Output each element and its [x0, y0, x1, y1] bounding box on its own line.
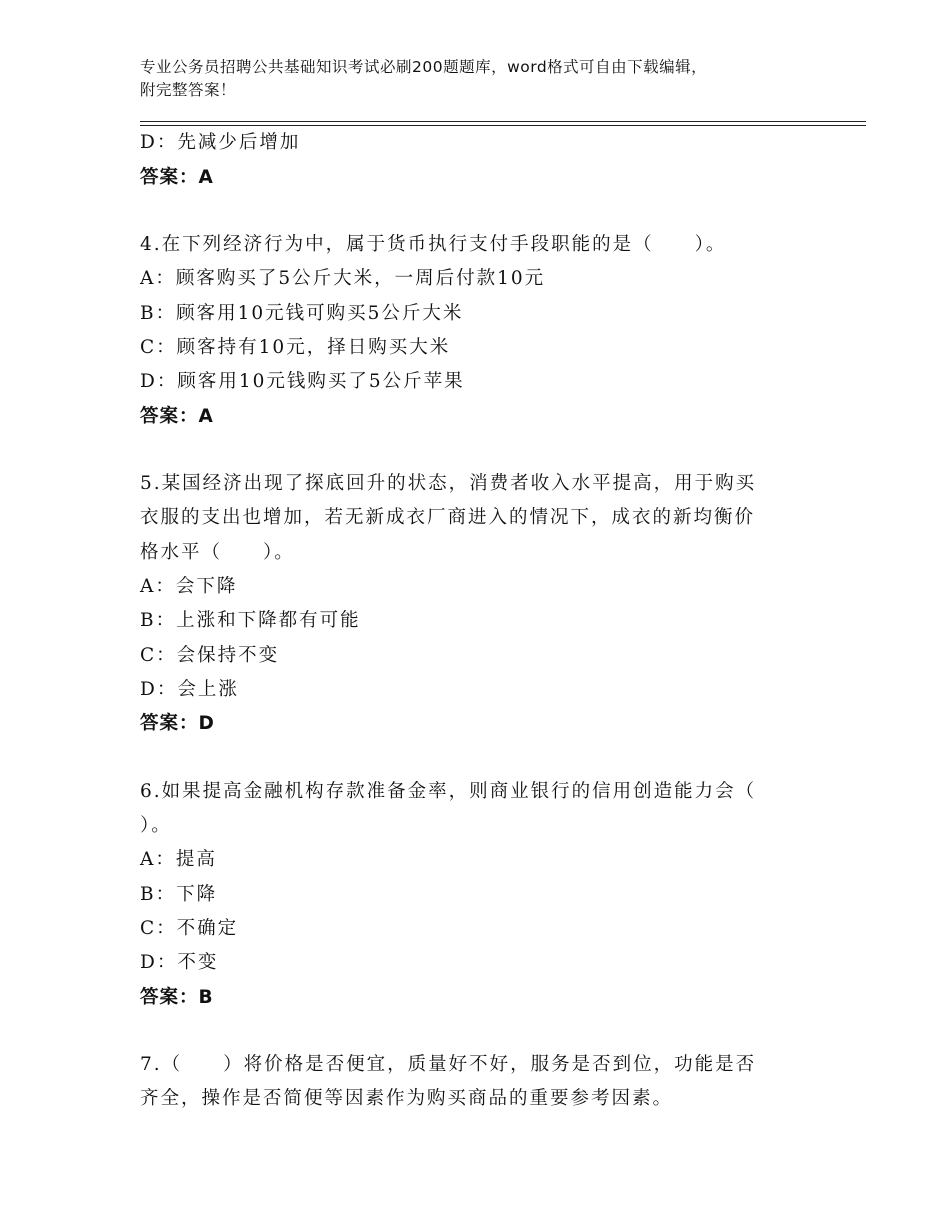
q6-option-d: D：不变 — [140, 952, 219, 973]
q4-option-a: A：顾客购买了5公斤大米，一周后付款10元 — [140, 268, 546, 289]
header-line-1: 专业公务员招聘公共基础知识考试必刷200题题库，word格式可自由下载编辑， — [140, 58, 708, 76]
q6-stem-line-2: ）。 — [140, 815, 172, 836]
q6-answer: 答案：B — [140, 987, 214, 1008]
q4-answer: 答案：A — [140, 406, 214, 427]
header-line-2: 附完整答案！ — [140, 81, 237, 99]
q5-stem-line-1: 5.某国经济出现了探底回升的状态，消费者收入水平提高，用于购买 — [140, 473, 757, 494]
q5-answer: 答案：D — [140, 713, 215, 734]
q6-option-b: B：下降 — [140, 884, 218, 905]
q5-option-d: D：会上涨 — [140, 679, 239, 700]
q5-stem-line-3: 格水平（ ）。 — [140, 542, 295, 563]
q5-stem-line-2: 衣服的支出也增加，若无新成衣厂商进入的情况下，成衣的新均衡价 — [140, 507, 756, 528]
q4-option-b: B：顾客用10元钱可购买5公斤大米 — [140, 303, 464, 324]
q5-option-c: C：会保持不变 — [140, 645, 280, 666]
q4-option-d: D：顾客用10元钱购买了5公斤苹果 — [140, 371, 465, 392]
q4-stem: 4.在下列经济行为中，属于货币执行支付手段职能的是（ ）。 — [140, 234, 727, 255]
q5-option-b: B：上涨和下降都有可能 — [140, 610, 361, 631]
q6-option-a: A：提高 — [140, 849, 217, 870]
header-rule-bottom — [140, 125, 866, 126]
q4-option-c: C：顾客持有10元，择日购买大米 — [140, 337, 451, 358]
q5-option-a: A：会下降 — [140, 576, 238, 597]
q7-stem-line-2: 齐全，操作是否简便等因素作为购买商品的重要参考因素。 — [140, 1088, 674, 1109]
header-rule-top — [140, 121, 866, 122]
q6-stem-line-1: 6.如果提高金融机构存款准备金率，则商业银行的信用创造能力会（ — [140, 781, 757, 802]
q7-stem-line-1: 7.（ ）将价格是否便宜，质量好不好，服务是否到位，功能是否 — [140, 1054, 757, 1075]
q6-option-c: C：不确定 — [140, 918, 239, 939]
prev-option-d: D：先减少后增加 — [140, 132, 301, 153]
prev-answer: 答案：A — [140, 167, 214, 188]
page-header — [140, 56, 820, 102]
